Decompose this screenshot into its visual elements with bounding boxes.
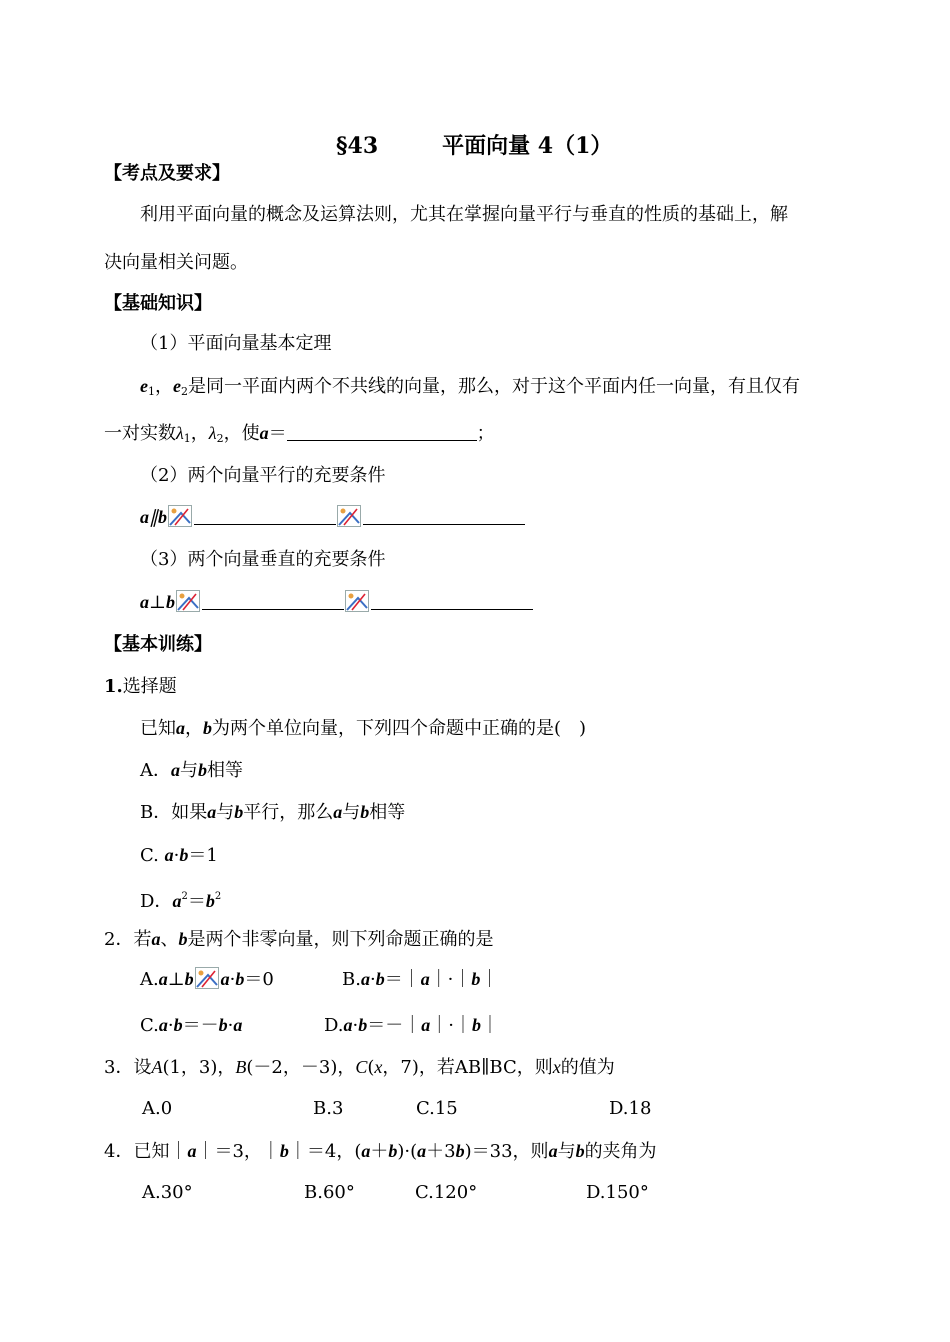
broken-image-icon xyxy=(168,505,192,527)
q4-option-a[interactable]: A.30° xyxy=(142,1182,193,1203)
q1-option-a[interactable]: A．a与b相等 xyxy=(140,760,243,781)
q2-option-a[interactable]: A.a⊥b a·b＝0 xyxy=(140,969,274,990)
q1-option-d[interactable]: D．$a^2=b^2$ xyxy=(140,891,222,912)
answer-blank[interactable] xyxy=(371,591,533,610)
q2-option-d[interactable]: D.a·b＝－｜a｜·｜b｜ xyxy=(324,1015,499,1036)
q2-option-b[interactable]: B.a·b＝｜a｜·｜b｜ xyxy=(342,969,499,990)
intro-line-1: 利用平面向量的概念及运算法则，尤其在掌握向量平行与垂直的性质的基础上，解 xyxy=(140,204,788,225)
broken-image-icon xyxy=(176,590,200,612)
q4-stem: 4．已知｜a｜＝3，｜b｜＝4，(a＋b)·(a＋3b)＝33，则a与b的夹角为 xyxy=(104,1141,657,1162)
q1-option-b[interactable]: B．如果a与b平行，那么a与b相等 xyxy=(140,802,406,823)
answer-blank[interactable] xyxy=(363,506,525,525)
parallel-condition: a∥b xyxy=(140,505,525,530)
theorem-line-1: $e_1$，$e_2$是同一平面内两个不共线的向量，那么，对于这个平面内任一向量，有且仅有 xyxy=(140,376,800,398)
basics-heading-1: （1）平面向量基本定理 xyxy=(140,333,332,354)
answer-blank[interactable] xyxy=(194,506,336,525)
q1-option-c[interactable]: C. a·b＝1 xyxy=(140,845,218,866)
q1-heading: 1.选择题 xyxy=(104,676,177,697)
q3-option-a[interactable]: A.0 xyxy=(142,1098,173,1119)
q4-option-c[interactable]: C.120° xyxy=(415,1182,478,1203)
intro-line-2: 决向量相关问题。 xyxy=(104,252,248,273)
q3-option-d[interactable]: D.18 xyxy=(609,1098,652,1119)
title-text: 平面向量 4（1） xyxy=(442,133,613,159)
q1-stem: 已知a，b为两个单位向量，下列四个命题中正确的是( ) xyxy=(140,718,587,739)
broken-image-icon xyxy=(345,590,369,612)
q3-stem: 3．设A(1，3)，B(－2，－3)，C(x，7)，若AB∥BC，则x的值为 xyxy=(104,1057,615,1078)
broken-image-icon xyxy=(195,967,219,989)
broken-image-icon xyxy=(337,505,361,527)
section-heading-requirements: 【考点及要求】 xyxy=(104,163,230,184)
q4-option-d[interactable]: D.150° xyxy=(586,1182,649,1203)
q3-option-b[interactable]: B.3 xyxy=(313,1098,344,1119)
title-number: §43 xyxy=(336,133,379,159)
basics-heading-3: （3）两个向量垂直的充要条件 xyxy=(140,549,386,570)
basics-heading-2: （2）两个向量平行的充要条件 xyxy=(140,465,386,486)
section-heading-basics: 【基础知识】 xyxy=(104,293,212,314)
q3-option-c[interactable]: C.15 xyxy=(416,1098,458,1119)
perpendicular-condition: a⊥b xyxy=(140,590,533,615)
answer-blank[interactable] xyxy=(287,422,477,441)
q4-option-b[interactable]: B.60° xyxy=(304,1182,355,1203)
q2-stem: 2．若a、b是两个非零向量，则下列命题正确的是 xyxy=(104,929,494,950)
q2-option-c[interactable]: C.a·b＝－b·a xyxy=(140,1015,243,1036)
section-heading-training: 【基本训练】 xyxy=(104,634,212,655)
answer-blank[interactable] xyxy=(202,591,344,610)
page-title xyxy=(336,132,612,160)
theorem-line-2: 一对实数$\lambda_1$，$\lambda_2$，使a＝ ； xyxy=(104,423,495,445)
